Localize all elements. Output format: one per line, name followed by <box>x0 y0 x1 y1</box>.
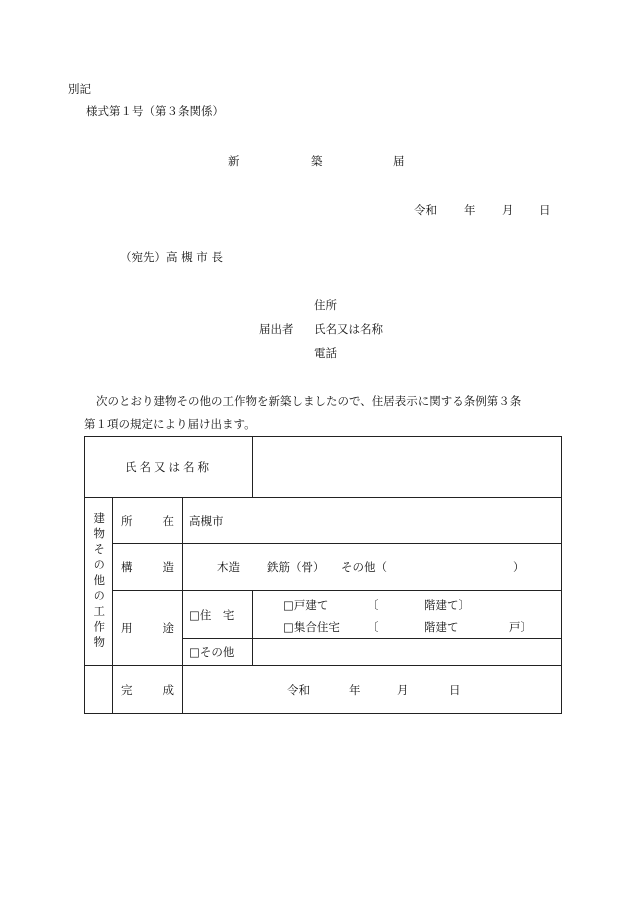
notifier-phone-label: 電話 <box>314 346 337 360</box>
completion-group-spacer <box>85 666 113 714</box>
other-checkbox[interactable]: □その他 <box>189 645 235 659</box>
completion-date <box>183 681 561 699</box>
residence-detail-cell <box>253 591 562 639</box>
structure-label-char-2: 造 <box>162 560 174 574</box>
structure-label <box>113 559 182 575</box>
form-number: 様式第１号（第３条関係） <box>86 104 224 118</box>
body-text-line2: 第１項の規定により届け出ます。 <box>84 417 256 431</box>
location-value-cell <box>183 498 562 544</box>
title-char-1: 新 <box>228 154 240 168</box>
name-label-cell <box>85 437 253 498</box>
other-value-cell <box>253 639 562 666</box>
completion-day: 日 <box>449 682 461 697</box>
location-row <box>85 498 562 544</box>
notifier-address-label: 住所 <box>314 298 337 312</box>
use-label-char-2: 途 <box>162 621 174 635</box>
notifier-name-label: 氏名又は名称 <box>314 322 383 336</box>
date-year: 年 <box>464 203 476 217</box>
date-era: 令和 <box>414 203 437 217</box>
location-value: 高槻市 <box>189 513 224 528</box>
completion-month: 月 <box>397 682 409 697</box>
name-label: 氏名又は名称 <box>125 460 212 474</box>
completion-label-cell <box>113 666 183 714</box>
use-residence-row <box>85 591 562 639</box>
structure-wood: 木造 <box>217 560 240 574</box>
date-month: 月 <box>502 203 514 217</box>
completion-label-char-1: 完 <box>121 682 133 697</box>
detached-bracket-open: 〔 <box>367 597 379 612</box>
residence-checkbox-cell <box>183 591 253 639</box>
location-label-char-1: 所 <box>121 513 133 528</box>
multi-checkbox[interactable]: □集合住宅 <box>283 619 340 634</box>
use-label-cell <box>113 591 183 666</box>
structure-options <box>183 558 561 576</box>
group-label: 建物その他の工作物 <box>92 511 107 652</box>
completion-year: 年 <box>349 682 361 697</box>
body-text-line1: 次のとおり建物その他の工作物を新築しましたので、住居表示に関する条例第３条 <box>96 394 522 408</box>
name-row <box>85 437 562 498</box>
completion-label <box>113 682 182 698</box>
location-label-char-2: 在 <box>162 513 174 528</box>
structure-label-cell <box>113 544 183 591</box>
completion-label-char-2: 成 <box>162 682 174 697</box>
annex-label: 別記 <box>68 82 91 96</box>
other-checkbox-cell <box>183 639 253 666</box>
detached-floors: 階建て〕 <box>424 597 471 612</box>
multi-floors: 階建て <box>424 619 459 634</box>
location-label-cell <box>113 498 183 544</box>
notifier-role-label: 届出者 <box>259 322 294 336</box>
structure-options-cell <box>183 544 562 591</box>
detached-checkbox[interactable]: □戸建て <box>283 597 329 612</box>
completion-row <box>85 666 562 714</box>
title-char-3: 届 <box>393 154 405 168</box>
structure-row <box>85 544 562 591</box>
structure-other-open: その他（ <box>341 560 387 574</box>
date-day: 日 <box>539 203 551 217</box>
residence-checkbox[interactable]: □住 宅 <box>189 607 235 622</box>
title-char-2: 築 <box>311 154 323 168</box>
name-value-cell <box>253 437 562 498</box>
location-label <box>113 513 182 529</box>
multi-bracket-open: 〔 <box>367 619 379 634</box>
multi-units: 戸〕 <box>509 619 533 634</box>
use-label <box>113 620 182 636</box>
notification-table <box>84 436 562 714</box>
addressee: （宛先）高 槻 市 長 <box>120 250 223 264</box>
structure-steel: 鉄筋（骨） <box>267 560 325 574</box>
completion-era: 令和 <box>287 682 310 697</box>
completion-date-cell <box>183 666 562 714</box>
residence-details <box>253 593 561 637</box>
structure-other-close: ） <box>513 560 525 574</box>
group-label-cell <box>85 498 113 666</box>
use-label-char-1: 用 <box>121 621 133 635</box>
structure-label-char-1: 構 <box>121 560 133 574</box>
